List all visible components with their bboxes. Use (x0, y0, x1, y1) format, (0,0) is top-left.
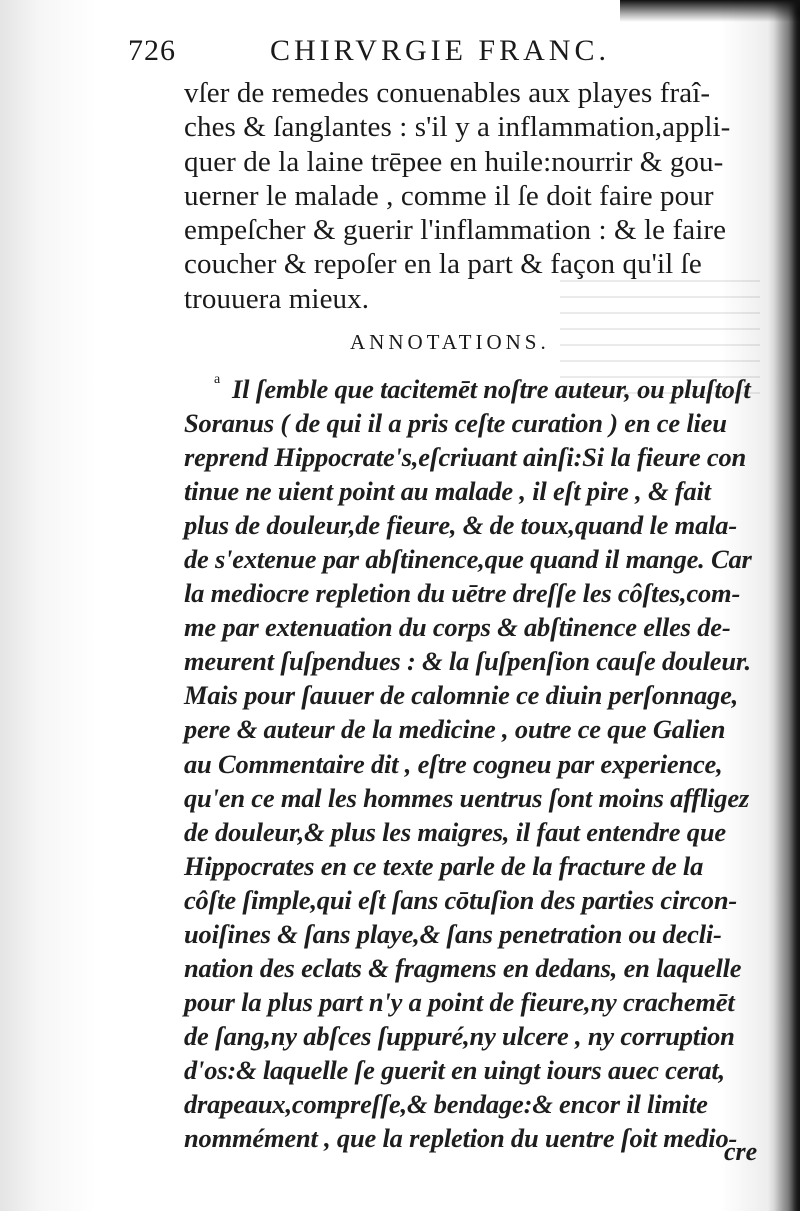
text-line: reprend Hippocrate's,eſcriuant ainſi:Si la fieure con (184, 442, 747, 473)
annotation-paragraph (184, 372, 764, 1155)
text-line: meurent ſuſpendues : & la ſuſpenſion cauſe douleur. (184, 646, 751, 677)
note-marker: a (214, 372, 221, 387)
text-line: au Commentaire dit , eſtre cogneu par experience, (184, 748, 723, 779)
catchword: cre (724, 1137, 758, 1166)
text-line: me par extenuation du corps & abſtinence elles de- (184, 612, 731, 643)
text-line: coucher & repoſer en la part & façon qu'il ſe (184, 248, 702, 281)
text-line: Mais pour ſauuer de calomnie ce diuin perſonnage, (184, 680, 739, 711)
text-line: Il ſemble que tacitemēt noſtre auteur, ou pluſtoſt (232, 374, 751, 404)
text-line: côſte ſimple,qui eſt ſans cōtuſion des parties circon- (184, 884, 737, 915)
text-line: plus de douleur,de fieure, & de toux,quand le mala- (184, 510, 737, 541)
text-line: nommément , que la repletion du uentre ſoit medio- (184, 1123, 738, 1154)
page-number: 726 (128, 34, 176, 67)
text-line: nation des eclats & fragmens en dedans, en laquelle (184, 952, 742, 983)
text-line: tinue ne uient point au malade , il eſt pire , & fait (184, 476, 711, 507)
text-line: Soranus ( de qui il a pris ceſte curation ) en ce lieu (184, 408, 727, 439)
text-line: quer de la laine trēpee en huile:nourrir & gou- (184, 145, 724, 178)
text-line: d'os:& laquelle ſe guerit en uingt iours auec cerat, (184, 1054, 725, 1085)
body-paragraph (184, 76, 764, 316)
text-line: Hippocrates en ce texte parle de la fracture de la (184, 850, 704, 881)
text-line: de douleur,& plus les maigres, il faut entendre que (184, 816, 726, 847)
page-gutter-shadow (774, 0, 800, 1211)
text-line: de s'extenue par abſtinence,que quand il mange. Car (184, 544, 752, 575)
text-line: trouuera mieux. (184, 282, 370, 315)
text-line: empeſcher & guerir l'inflammation : & le faire (184, 214, 727, 247)
text-line: uoiſines & ſans playe,& ſans penetration ou decli- (184, 918, 722, 949)
text-line: qu'en ce mal les hommes uentrus ſont moins affligez (184, 782, 750, 813)
text-line: drapeaux,compreſſe,& bendage:& encor il limite (184, 1088, 708, 1119)
page-corner-shadow (620, 0, 800, 22)
text-line: ches & ſanglantes : s'il y a inflammation,appli- (184, 111, 731, 144)
annotations-heading: ANNOTATIONS. (350, 330, 550, 354)
running-head: CHIRVRGIE FRANC. (270, 34, 610, 67)
text-line: vſer de remedes conuenables aux playes fraî- (184, 77, 711, 109)
text-line: uerner le malade , comme il ſe doit faire pour (184, 179, 714, 212)
text-line: pere & auteur de la medicine , outre ce que Galien (184, 714, 726, 745)
text-line: la mediocre repletion du uētre dreſſe les côſtes,com- (184, 578, 741, 609)
text-line: de ſang,ny abſces ſuppuré,ny ulcere , ny corruption (184, 1020, 735, 1051)
text-line: pour la plus part n'y a point de fieure,ny crachemēt (184, 986, 735, 1017)
